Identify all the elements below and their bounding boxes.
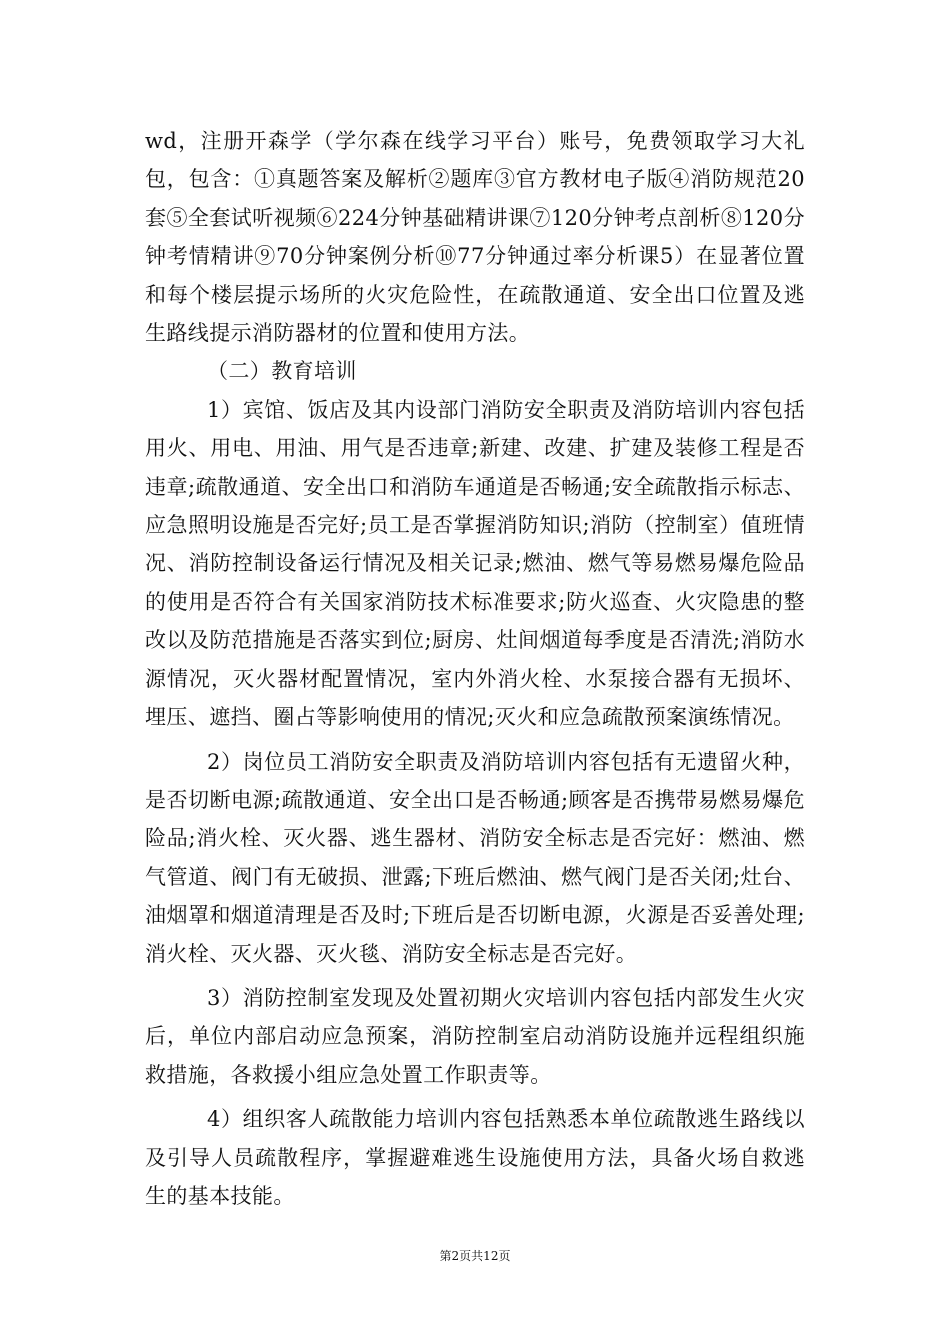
paragraph-item-2: 2）岗位员工消防安全职责及消防培训内容包括有无遗留火种，是否切断电源;疏散通道、安全出口是否畅通;顾客是否携带易燃易爆危险品;消火栓、灭火器、逃生器材、消防安全标志是否完好：燃油、燃气管道、阀门有无破损、泄露;下班后燃油、燃气阀门是否关闭;灶台、油烟罩和烟道清理是否及时;下班后是否切断电源，火源是否妥善处理;消火栓、灭火器、灭火毯、消防安全标志是否完好。 — [145, 749, 805, 966]
section-heading-education-training: （二）教育培训 — [207, 359, 357, 384]
document-body — [145, 122, 805, 1215]
paragraph-item-4: 4）组织客人疏散能力培训内容包括熟悉本单位疏散逃生路线以及引导人员疏散程序，掌握避难逃生设施使用方法，具备火场自救逃生的基本技能。 — [145, 1107, 805, 1208]
paragraph-continuation: wd，注册开森学（学尔森在线学习平台）账号，免费领取学习大礼包，包含：①真题答案及解析②题库③官方教材电子版④消防规范20套⑤全套试听视频⑥224分钟基础精讲课⑦120分钟考点剖析⑧120分钟考情精讲⑨70分钟案例分析⑩77分钟通过率分析课5）在显著位置和每个楼层提示场所的火灾危险性，在疏散通道、安全出口位置及逃生路线提示消防器材的位置和使用方法。 — [145, 129, 805, 346]
paragraph-item-3: 3）消防控制室发现及处置初期火灾培训内容包括内部发生火灾后，单位内部启动应急预案，消防控制室启动消防设施并远程组织施救措施，各救援小组应急处置工作职责等。 — [145, 985, 805, 1087]
page-number-footer: 第2页共12页 — [439, 1249, 511, 1263]
paragraph-item-1: 1）宾馆、饭店及其内设部门消防安全职责及消防培训内容包括用火、用电、用油、用气是否违章;新建、改建、扩建及装修工程是否违章;疏散通道、安全出口和消防车通道是否畅通;安全疏散指示标志、应急照明设施是否完好;员工是否掌握消防知识;消防（控制室）值班情况、消防控制设备运行情况及相关记录;燃油、燃气等易燃易爆危险品的使用是否符合有关国家消防技术标准要求;防火巡查、火灾隐患的整改以及防范措施是否落实到位;厨房、灶间烟道每季度是否清洗;消防水源情况，灭火器材配置情况，室内外消火栓、水泵接合器有无损坏、埋压、遮挡、圈占等影响使用的情况;灭火和应急疏散预案演练情况。 — [145, 397, 805, 730]
